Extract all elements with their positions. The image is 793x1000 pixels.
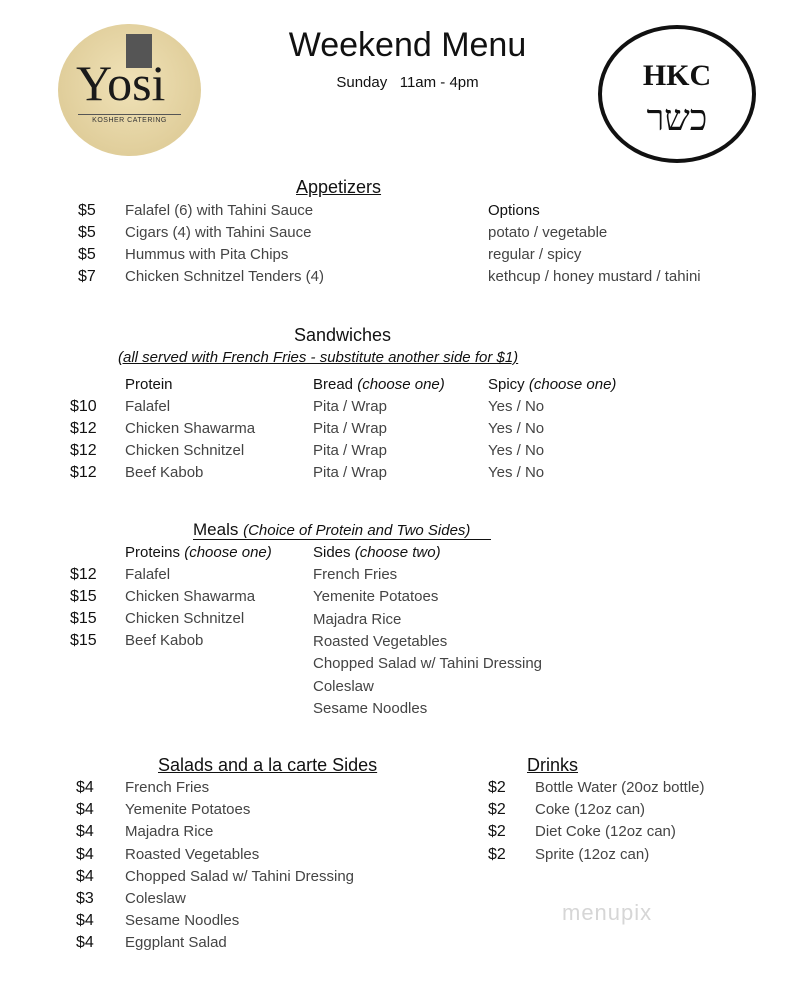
item-price: $12 [70, 464, 97, 481]
drink-name: Diet Coke (12oz can) [535, 823, 676, 841]
item-options: regular / spicy [488, 246, 582, 263]
appetizers-heading: Appetizers [296, 177, 382, 197]
item-price: $5 [78, 224, 96, 241]
item-name: French Fries [125, 779, 210, 796]
yosi-logo-name: Yosi [76, 55, 166, 111]
side-option: Coleslaw [313, 677, 374, 695]
watermark: menupix [562, 900, 653, 925]
proteins-header [125, 544, 272, 561]
drink-name: Coke (12oz can) [535, 801, 646, 819]
side-option: Roasted Vegetables [313, 632, 448, 650]
sides-header-hint: (choose two) [354, 544, 441, 561]
item-price: $15 [70, 588, 97, 605]
item-price: $4 [76, 934, 94, 952]
bread-options: Pita / Wrap [313, 420, 387, 437]
sandwiches-note: (all served with French Fries - substitute another side for $1) [118, 349, 519, 366]
item-price: $4 [76, 912, 94, 930]
hours: Sunday 11am - 4pm [336, 74, 479, 91]
meals-heading-label: Meals [193, 520, 239, 539]
item-price: $3 [76, 890, 94, 907]
bread-options: Pita / Wrap [313, 442, 387, 459]
item-price: $12 [70, 420, 97, 437]
protein-header: Protein [125, 376, 173, 393]
item-name: Sesame Noodles [125, 912, 240, 930]
bread-header-label: Bread [313, 376, 354, 393]
hkc-text: HKC [642, 59, 712, 92]
drink-price: $2 [488, 779, 506, 796]
bread-header-hint: (choose one) [357, 376, 445, 393]
item-price: $5 [78, 246, 96, 263]
drink-name: Sprite (12oz can) [535, 845, 650, 863]
spicy-options: Yes / No [488, 420, 545, 437]
proteins-header-label: Proteins [125, 544, 181, 561]
item-name: Falafel [125, 398, 171, 415]
spicy-header [488, 376, 616, 393]
sides-header-label: Sides [313, 544, 351, 561]
spicy-options: Yes / No [488, 442, 545, 459]
drink-price: $2 [488, 801, 506, 819]
item-price: $15 [70, 610, 97, 627]
drink-name: Bottle Water (20oz bottle) [535, 779, 705, 796]
item-name: Coleslaw [125, 890, 186, 907]
page-title: Weekend Menu [288, 26, 527, 64]
item-name: Chopped Salad w/ Tahini Dressing [125, 867, 355, 885]
item-name: Roasted Vegetables [125, 845, 260, 863]
item-price: $4 [76, 823, 94, 841]
item-price: $7 [78, 268, 96, 285]
side-option: Majadra Rice [313, 610, 402, 628]
sides-header [313, 544, 441, 561]
kosher-certification-logo [598, 25, 756, 163]
item-price: $4 [76, 867, 94, 885]
bread-options: Pita / Wrap [313, 464, 387, 481]
item-name: Chicken Schnitzel [125, 442, 245, 459]
item-name: Chicken Shawarma [125, 588, 256, 605]
item-name: Beef Kabob [125, 632, 204, 649]
item-name: Falafel (6) with Tahini Sauce [125, 202, 314, 219]
spicy-header-label: Spicy [488, 376, 525, 393]
item-name: Chicken Shawarma [125, 420, 256, 437]
item-price: $4 [76, 845, 94, 863]
item-options: kethcup / honey mustard / tahini [488, 268, 701, 285]
item-name: Hummus with Pita Chips [125, 246, 289, 263]
proteins-header-hint: (choose one) [184, 544, 272, 561]
side-option: French Fries [313, 566, 398, 583]
spicy-options: Yes / No [488, 398, 545, 415]
item-price: $4 [76, 801, 94, 819]
item-price: $10 [70, 398, 97, 415]
meals-underline [193, 539, 491, 540]
item-name: Cigars (4) with Tahini Sauce [125, 224, 312, 241]
item-name: Yemenite Potatoes [125, 801, 251, 819]
item-name: Chicken Schnitzel Tenders (4) [125, 268, 324, 285]
drinks-heading: Drinks [527, 755, 579, 775]
item-price: $15 [70, 632, 97, 649]
kosher-hebrew-text: כשר [646, 98, 708, 139]
spicy-options: Yes / No [488, 464, 545, 481]
item-name: Beef Kabob [125, 464, 204, 481]
meals-heading [193, 520, 470, 540]
item-price: $5 [78, 202, 96, 219]
side-option: Chopped Salad w/ Tahini Dressing [313, 655, 543, 673]
bread-options: Pita / Wrap [313, 398, 387, 415]
bread-header [313, 376, 445, 393]
side-option: Yemenite Potatoes [313, 588, 439, 606]
spicy-header-hint: (choose one) [528, 376, 617, 393]
item-price: $4 [76, 779, 94, 796]
yosi-logo-tagline: KOSHER CATERING [78, 114, 181, 124]
item-price: $12 [70, 566, 97, 583]
drink-price: $2 [488, 823, 506, 841]
item-name: Falafel [125, 566, 171, 583]
options-header: Options [488, 202, 540, 219]
salads-heading: Salads and a la carte Sides [158, 755, 378, 775]
sandwiches-heading: Sandwiches [294, 325, 392, 345]
item-name: Chicken Schnitzel [125, 610, 245, 627]
drink-price: $2 [488, 845, 506, 863]
meals-heading-hint: (Choice of Protein and Two Sides) [243, 522, 471, 539]
item-price: $12 [70, 442, 97, 459]
item-options: potato / vegetable [488, 224, 608, 241]
item-name: Majadra Rice [125, 823, 214, 841]
item-name: Eggplant Salad [125, 934, 227, 952]
side-option: Sesame Noodles [313, 699, 428, 717]
